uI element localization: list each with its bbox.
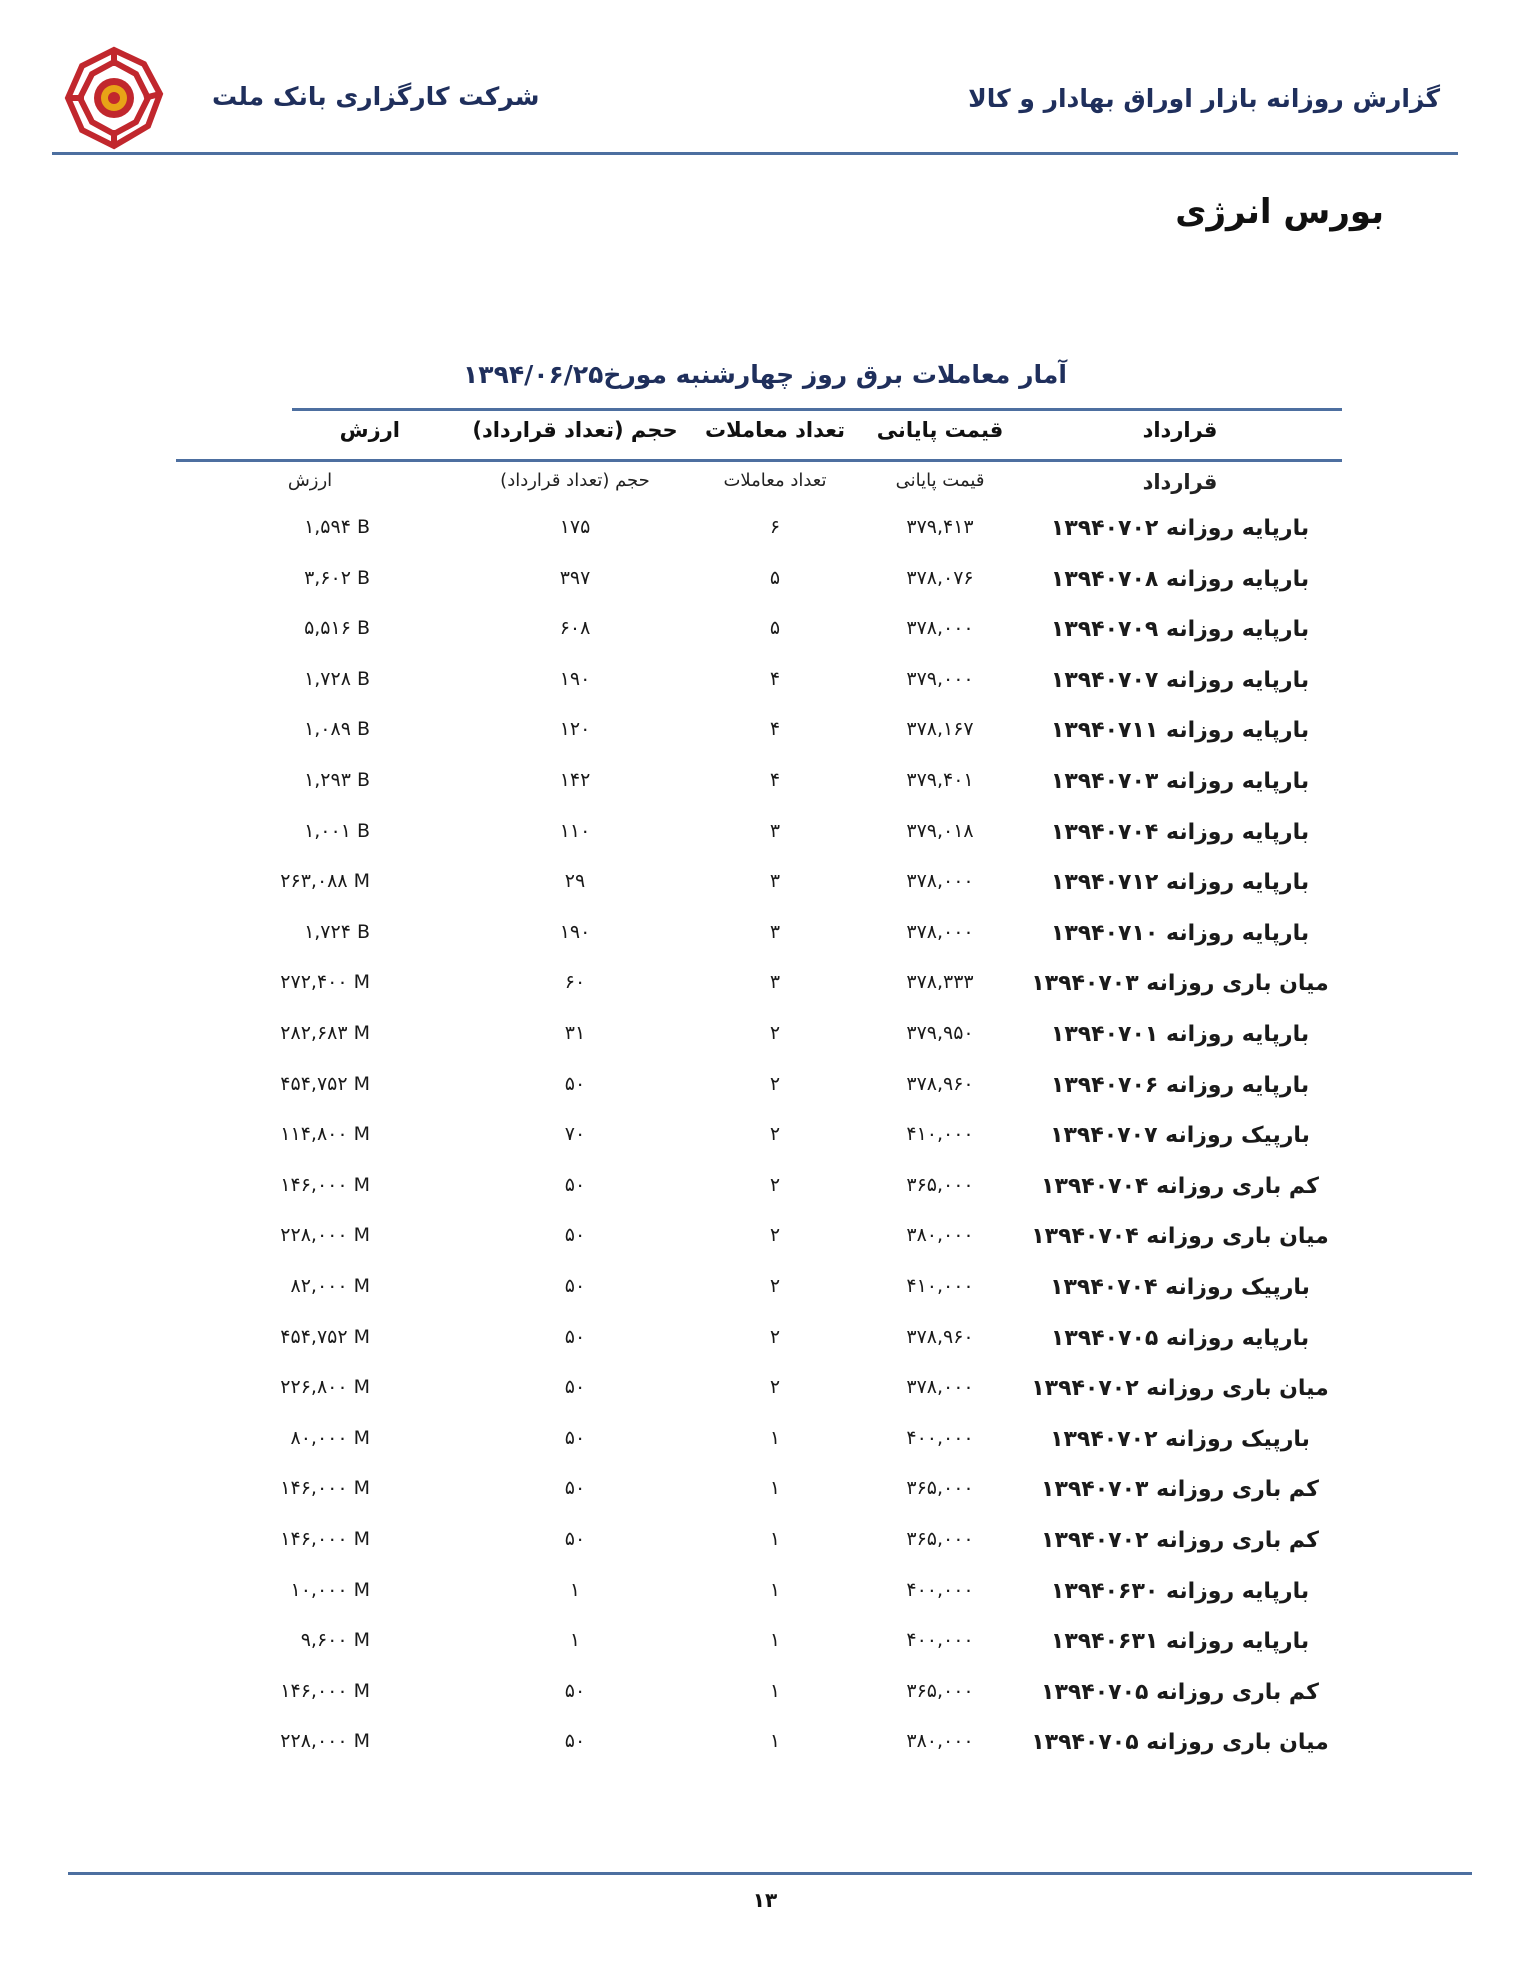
cell-contract: بارپیک روزانه ۱۳۹۴۰۷۰۲ bbox=[1050, 1427, 1310, 1452]
cell-closing-price: ۴۱۰,۰۰۰ bbox=[906, 1123, 974, 1145]
cell-trade-count: ۱ bbox=[769, 1629, 781, 1651]
cell-contract: بارپایه روزانه ۱۳۹۴۰۶۳۰ bbox=[1050, 1579, 1310, 1604]
cell-trade-count: ۳ bbox=[769, 921, 781, 943]
cell-volume: ۷۰ bbox=[564, 1123, 586, 1145]
cell-trade-count: ۱ bbox=[769, 1528, 781, 1550]
header-divider bbox=[52, 152, 1458, 155]
cell-volume: ۵۰ bbox=[564, 1680, 586, 1702]
cell-volume: ۱۹۰ bbox=[559, 921, 591, 943]
cell-volume: ۵۰ bbox=[564, 1326, 586, 1348]
cell-value: ۱۴۶,۰۰۰ M bbox=[280, 1174, 370, 1196]
cell-trade-count: ۲ bbox=[769, 1123, 781, 1145]
cell-contract: بارپایه روزانه ۱۳۹۴۰۷۰۷ bbox=[1050, 668, 1310, 693]
cell-trade-count: ۱ bbox=[769, 1477, 781, 1499]
cell-volume: ۶۰۸ bbox=[559, 617, 591, 639]
cell-contract: بارپایه روزانه ۱۳۹۴۰۷۰۹ bbox=[1050, 617, 1310, 642]
cell-trade-count: ۵ bbox=[769, 567, 781, 589]
cell-value: ۴۵۴,۷۵۲ M bbox=[280, 1326, 370, 1348]
cell-value: ۴۵۴,۷۵۲ M bbox=[280, 1073, 370, 1095]
cell-volume: ۳۹۷ bbox=[559, 567, 591, 589]
cell-value: ۸۰,۰۰۰ M bbox=[290, 1427, 370, 1449]
cell-contract: کم باری روزانه ۱۳۹۴۰۷۰۴ bbox=[1041, 1174, 1319, 1199]
cell-trade-count: ۳ bbox=[769, 971, 781, 993]
cell-trade-count: ۴ bbox=[769, 769, 781, 791]
cell-volume: ۵۰ bbox=[564, 1427, 586, 1449]
cell-closing-price: ۳۷۸,۹۶۰ bbox=[906, 1073, 974, 1095]
subheader-trade-count: تعداد معاملات bbox=[723, 470, 827, 491]
cell-contract: کم باری روزانه ۱۳۹۴۰۷۰۳ bbox=[1041, 1477, 1319, 1502]
cell-trade-count: ۱ bbox=[769, 1680, 781, 1702]
cell-closing-price: ۴۰۰,۰۰۰ bbox=[906, 1629, 974, 1651]
cell-trade-count: ۳ bbox=[769, 820, 781, 842]
page-number: ۱۳ bbox=[752, 1888, 778, 1912]
cell-trade-count: ۲ bbox=[769, 1073, 781, 1095]
cell-closing-price: ۳۷۸,۰۰۰ bbox=[906, 870, 974, 892]
cell-closing-price: ۳۷۹,۰۰۰ bbox=[906, 668, 974, 690]
cell-contract: میان باری روزانه ۱۳۹۴۰۷۰۳ bbox=[1031, 971, 1329, 996]
cell-volume: ۱ bbox=[569, 1579, 581, 1601]
cell-volume: ۱۷۵ bbox=[559, 516, 591, 538]
footer-divider bbox=[68, 1872, 1472, 1875]
cell-contract: بارپایه روزانه ۱۳۹۴۰۷۱۲ bbox=[1050, 870, 1310, 895]
cell-trade-count: ۲ bbox=[769, 1022, 781, 1044]
cell-contract: بارپایه روزانه ۱۳۹۴۰۷۰۵ bbox=[1050, 1326, 1310, 1351]
cell-volume: ۵۰ bbox=[564, 1275, 586, 1297]
cell-trade-count: ۶ bbox=[769, 516, 781, 538]
cell-trade-count: ۴ bbox=[769, 668, 781, 690]
cell-closing-price: ۳۸۰,۰۰۰ bbox=[906, 1730, 974, 1752]
cell-value: ۹,۶۰۰ M bbox=[300, 1629, 370, 1651]
cell-volume: ۵۰ bbox=[564, 1224, 586, 1246]
cell-closing-price: ۳۷۸,۹۶۰ bbox=[906, 1326, 974, 1348]
cell-value: ۲۷۲,۴۰۰ M bbox=[280, 971, 370, 993]
company-name: شرکت کارگزاری بانک ملت bbox=[212, 82, 540, 111]
cell-contract: بارپایه روزانه ۱۳۹۴۰۷۰۸ bbox=[1050, 567, 1310, 592]
cell-closing-price: ۳۶۵,۰۰۰ bbox=[906, 1528, 974, 1550]
cell-closing-price: ۳۶۵,۰۰۰ bbox=[906, 1680, 974, 1702]
cell-value: ۱۴۶,۰۰۰ M bbox=[280, 1680, 370, 1702]
cell-volume: ۵۰ bbox=[564, 1376, 586, 1398]
cell-volume: ۱۹۰ bbox=[559, 668, 591, 690]
cell-trade-count: ۲ bbox=[769, 1275, 781, 1297]
cell-value: ۱۱۴,۸۰۰ M bbox=[280, 1123, 370, 1145]
cell-closing-price: ۳۷۸,۰۰۰ bbox=[906, 921, 974, 943]
cell-contract: بارپیک روزانه ۱۳۹۴۰۷۰۴ bbox=[1050, 1275, 1310, 1300]
cell-value: ۲۲۸,۰۰۰ M bbox=[280, 1730, 370, 1752]
cell-contract: بارپایه روزانه ۱۳۹۴۰۷۰۳ bbox=[1050, 769, 1310, 794]
cell-closing-price: ۳۷۹,۴۱۳ bbox=[906, 516, 974, 538]
cell-trade-count: ۲ bbox=[769, 1326, 781, 1348]
cell-trade-count: ۱ bbox=[769, 1579, 781, 1601]
cell-contract: بارپایه روزانه ۱۳۹۴۰۷۰۱ bbox=[1050, 1022, 1310, 1047]
header-trade-count: تعداد معاملات bbox=[705, 418, 845, 442]
cell-closing-price: ۳۸۰,۰۰۰ bbox=[906, 1224, 974, 1246]
cell-contract: بارپایه روزانه ۱۳۹۴۰۷۱۰ bbox=[1050, 921, 1310, 946]
subheader-contract: قرارداد bbox=[1142, 470, 1218, 494]
cell-contract: بارپایه روزانه ۱۳۹۴۰۷۱۱ bbox=[1050, 718, 1310, 743]
cell-volume: ۶۰ bbox=[564, 971, 586, 993]
cell-closing-price: ۳۷۹,۰۱۸ bbox=[906, 820, 974, 842]
cell-closing-price: ۳۷۸,۱۶۷ bbox=[906, 718, 974, 740]
cell-closing-price: ۳۶۵,۰۰۰ bbox=[906, 1477, 974, 1499]
header-volume: حجم (تعداد قرارداد) bbox=[472, 418, 678, 442]
cell-volume: ۳۱ bbox=[564, 1022, 586, 1044]
cell-closing-price: ۳۷۸,۰۰۰ bbox=[906, 617, 974, 639]
cell-trade-count: ۱ bbox=[769, 1427, 781, 1449]
cell-value: ۸۲,۰۰۰ M bbox=[290, 1275, 370, 1297]
cell-contract: میان باری روزانه ۱۳۹۴۰۷۰۴ bbox=[1031, 1224, 1329, 1249]
cell-value: ۱,۵۹۴ B bbox=[304, 516, 370, 538]
cell-value: ۱,۷۲۴ B bbox=[304, 921, 370, 943]
header-contract: قرارداد bbox=[1142, 418, 1218, 442]
cell-value: ۲۶۳,۰۸۸ M bbox=[280, 870, 370, 892]
cell-closing-price: ۴۰۰,۰۰۰ bbox=[906, 1579, 974, 1601]
cell-value: ۲۸۲,۶۸۳ M bbox=[280, 1022, 370, 1044]
bank-mellat-logo bbox=[62, 46, 166, 150]
cell-value: ۱,۰۰۱ B bbox=[304, 820, 370, 842]
cell-closing-price: ۴۱۰,۰۰۰ bbox=[906, 1275, 974, 1297]
subheader-value: ارزش bbox=[287, 470, 333, 491]
report-title: گزارش روزانه بازار اوراق بهادار و کالا bbox=[968, 84, 1440, 113]
header-value: ارزش bbox=[339, 418, 400, 442]
cell-volume: ۵۰ bbox=[564, 1073, 586, 1095]
cell-volume: ۵۰ bbox=[564, 1477, 586, 1499]
cell-contract: کم باری روزانه ۱۳۹۴۰۷۰۵ bbox=[1041, 1680, 1319, 1705]
cell-closing-price: ۴۰۰,۰۰۰ bbox=[906, 1427, 974, 1449]
table-title: آمار معاملات برق روز چهارشنبه مورخ۱۳۹۴/۰۶/۲۵ bbox=[463, 360, 1067, 389]
cell-value: ۱۴۶,۰۰۰ M bbox=[280, 1477, 370, 1499]
cell-volume: ۱۱۰ bbox=[559, 820, 591, 842]
cell-value: ۲۲۶,۸۰۰ M bbox=[280, 1376, 370, 1398]
cell-contract: کم باری روزانه ۱۳۹۴۰۷۰۲ bbox=[1041, 1528, 1319, 1553]
cell-value: ۱۴۶,۰۰۰ M bbox=[280, 1528, 370, 1550]
cell-contract: بارپایه روزانه ۱۳۹۴۰۷۰۴ bbox=[1050, 820, 1310, 845]
cell-value: ۲۲۸,۰۰۰ M bbox=[280, 1224, 370, 1246]
table-header-rule bbox=[176, 459, 1342, 462]
cell-closing-price: ۳۷۸,۰۷۶ bbox=[906, 567, 974, 589]
cell-closing-price: ۳۶۵,۰۰۰ bbox=[906, 1174, 974, 1196]
cell-volume: ۵۰ bbox=[564, 1174, 586, 1196]
cell-volume: ۱۴۲ bbox=[559, 769, 591, 791]
cell-value: ۱,۷۲۸ B bbox=[304, 668, 370, 690]
cell-contract: بارپیک روزانه ۱۳۹۴۰۷۰۷ bbox=[1050, 1123, 1310, 1148]
cell-closing-price: ۳۷۸,۳۳۳ bbox=[906, 971, 974, 993]
cell-contract: بارپایه روزانه ۱۳۹۴۰۶۳۱ bbox=[1050, 1629, 1310, 1654]
table-top-rule bbox=[292, 408, 1342, 411]
cell-trade-count: ۲ bbox=[769, 1174, 781, 1196]
cell-trade-count: ۲ bbox=[769, 1376, 781, 1398]
cell-trade-count: ۱ bbox=[769, 1730, 781, 1752]
cell-value: ۱,۲۹۳ B bbox=[304, 769, 370, 791]
cell-closing-price: ۳۷۹,۴۰۱ bbox=[906, 769, 974, 791]
cell-trade-count: ۲ bbox=[769, 1224, 781, 1246]
cell-value: ۳,۶۰۲ B bbox=[304, 567, 370, 589]
cell-closing-price: ۳۷۸,۰۰۰ bbox=[906, 1376, 974, 1398]
cell-trade-count: ۴ bbox=[769, 718, 781, 740]
cell-value: ۱۰,۰۰۰ M bbox=[290, 1579, 370, 1601]
cell-contract: بارپایه روزانه ۱۳۹۴۰۷۰۲ bbox=[1050, 516, 1310, 541]
cell-volume: ۱۲۰ bbox=[559, 718, 591, 740]
cell-value: ۱,۰۸۹ B bbox=[304, 718, 370, 740]
subheader-volume: حجم (تعداد قرارداد) bbox=[500, 470, 650, 491]
header-closing-price: قیمت پایانی bbox=[876, 418, 1004, 442]
cell-contract: میان باری روزانه ۱۳۹۴۰۷۰۵ bbox=[1031, 1730, 1329, 1755]
cell-volume: ۱ bbox=[569, 1629, 581, 1651]
cell-volume: ۲۹ bbox=[564, 870, 586, 892]
section-title: بورس انرژی bbox=[1175, 192, 1384, 232]
cell-contract: میان باری روزانه ۱۳۹۴۰۷۰۲ bbox=[1031, 1376, 1329, 1401]
cell-contract: بارپایه روزانه ۱۳۹۴۰۷۰۶ bbox=[1050, 1073, 1310, 1098]
subheader-closing-price: قیمت پایانی bbox=[895, 470, 985, 491]
cell-volume: ۵۰ bbox=[564, 1528, 586, 1550]
cell-trade-count: ۵ bbox=[769, 617, 781, 639]
cell-value: ۵,۵۱۶ B bbox=[304, 617, 370, 639]
cell-trade-count: ۳ bbox=[769, 870, 781, 892]
cell-volume: ۵۰ bbox=[564, 1730, 586, 1752]
cell-closing-price: ۳۷۹,۹۵۰ bbox=[906, 1022, 974, 1044]
